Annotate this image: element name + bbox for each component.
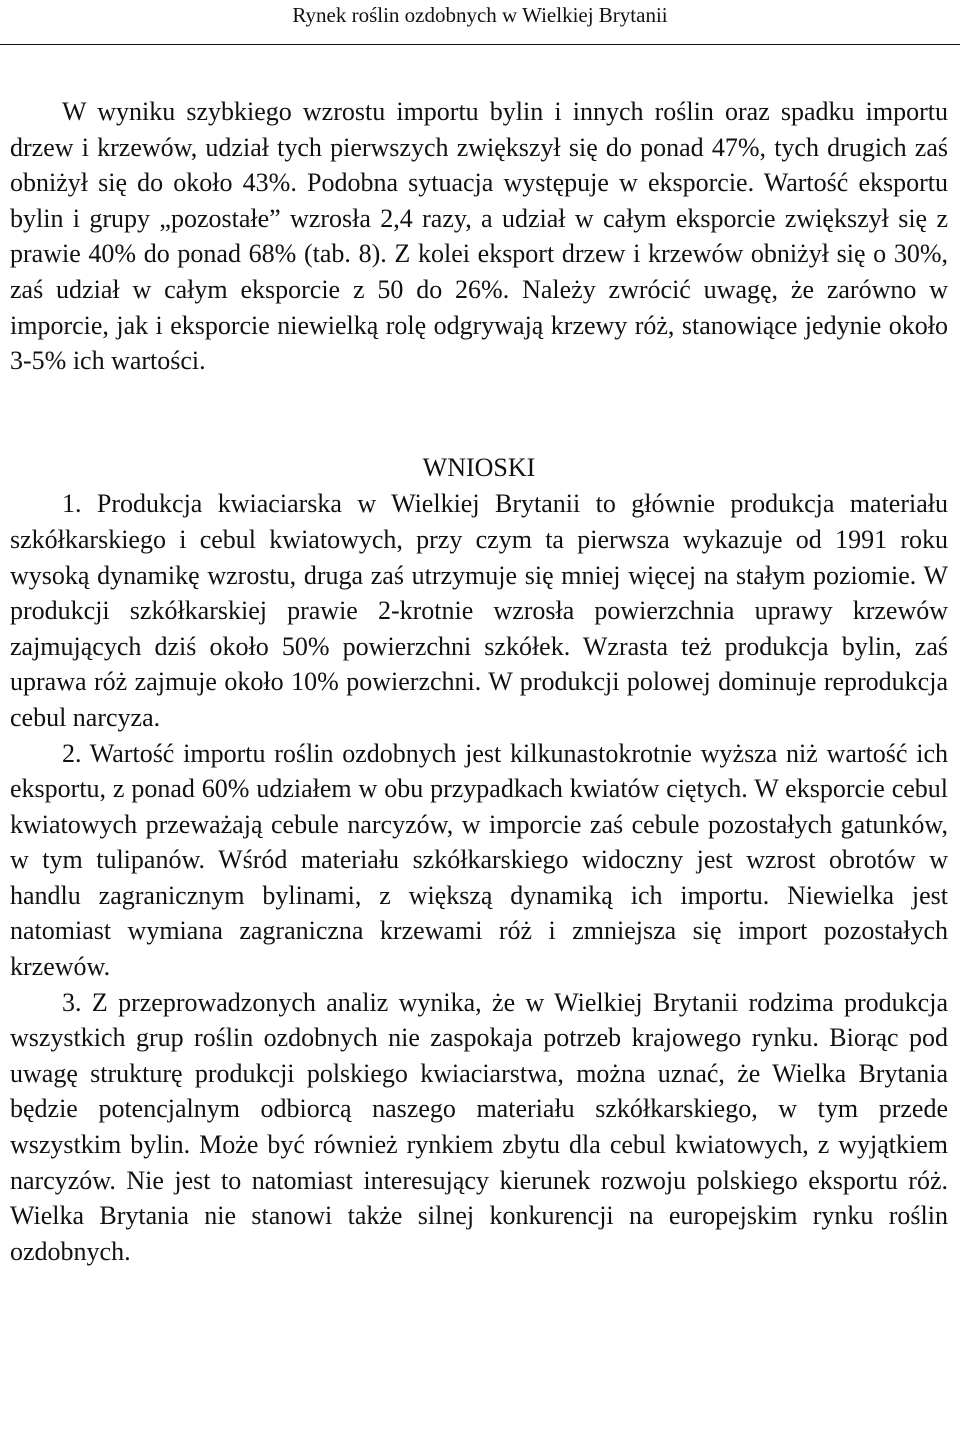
running-header — [0, 0, 960, 44]
page-body — [10, 94, 948, 1269]
intro-paragraph: W wyniku szybkiego wzrostu importu bylin i innych roślin oraz spadku importu drzew i krzewów, udział tych pierwszych zwiększył się do ponad 47%, tych drugich zaś obniżył się do około 43%. Podobna sytuacja występuje w eksporcie. Wartość eksportu bylin i grupy „pozostałe” wzrosła 2,4 razy, a udział w całym eksporcie zwiększył się z prawie 40% do ponad 68% (tab. 8). Z kolei eksport drzew i krzewów obniżył się o 30%, zaś udział w całym eksporcie z 50 do 26%. Należy zwrócić uwagę, że zarówno w imporcie, jak i eksporcie niewielką rolę odgrywają krzewy róż, stanowiące jedynie około 3-5% ich wartości. — [10, 97, 948, 376]
conclusion-3: 3. Z przeprowadzonych analiz wynika, że w Wielkiej Brytanii rodzima produkcja wszystkich grup roślin ozdobnych nie zaspokaja potrzeb krajowego rynku. Biorąc pod uwagę strukturę produkcji polskiego kwiaciarstwa, można uznać, że Wielka Brytania będzie potencjalnym odbiorcą naszego materiału szkółkarskiego, w tym przede wszystkim bylin. Może być również rynkiem zbytu dla cebul kwiatowych, z wyjątkiem narcyzów. Nie jest to natomiast interesujący kierunek rozwoju polskiego eksportu róż. Wielka Brytania nie stanowi także silnej konkurencji na europejskim rynku roślin ozdobnych. — [10, 987, 948, 1266]
conclusion-2: 2. Wartość importu roślin ozdobnych jest kilkunastokrotnie wyższa niż wartość ich eksportu, z ponad 60% udziałem w obu przypadkach kwiatów ciętych. W eksporcie cebul kwiatowych przeważają cebule narcyzów, w imporcie zaś cebule pozostałych gatunków, w tym tulipanów. Wśród materiału szkółkarskiego widoczny jest wzrost obrotów w handlu zagranicznym bylinami, z większą dynamiką ich importu. Niewielka jest natomiast wymiana zagraniczna krzewami róż i zmniejsza się import pozostałych krzewów. — [10, 738, 948, 982]
running-title: Rynek roślin ozdobnych w Wielkiej Brytanii — [292, 3, 668, 27]
header-rule — [0, 44, 960, 45]
section-heading: WNIOSKI — [422, 452, 536, 482]
conclusion-1: 1. Produkcja kwiaciarska w Wielkiej Brytanii to głównie produkcja materiału szkółkarskiego i cebul kwiatowych, przy czym ta pierwsza wykazuje od 1991 roku wysoką dynamikę wzrostu, druga zaś utrzymuje się mniej więcej na stałym poziomie. W produkcji szkółkarskiej prawie 2-krotnie wzrosła powierzchnia uprawy krzewów zajmujących dziś około 50% powierzchni szkółek. Wzrasta też produkcja bylin, zaś uprawa róż zajmuje około 10% powierzchni. W produkcji polowej dominuje reprodukcja cebul narcyza. — [10, 489, 948, 732]
